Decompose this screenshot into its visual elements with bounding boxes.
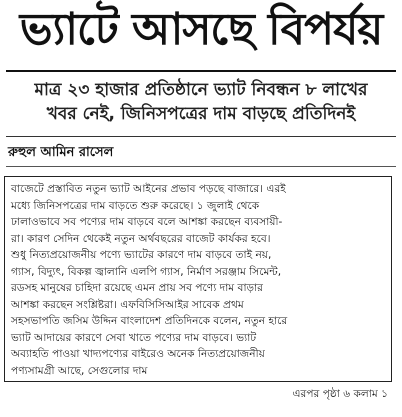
article-body-box [4,176,392,382]
body-line: ভ্যাট আদায়ের কারণে সেবা খাতে পণ্যের দাম বাড়বে। ভ্যাট [11,331,257,344]
body-line: আশঙ্কা করছেন সংশ্লিষ্টরা। এফবিসিসিআইর সাবেক প্রথম [11,298,244,311]
subheadline [10,78,392,126]
subheadline-line-2: খবর নেই, জিনিসপত্রের দাম বাড়ছে প্রতিদিনই [46,104,356,124]
headline: ভ্যাটে আসছে বিপর্যয় [19,4,383,55]
headline-divider [6,70,396,72]
body-line: শুধু নিত্যপ্রয়োজনীয় পণ্যে ভ্যাটের কারণে দাম বাড়বে তাই নয়, [11,249,272,261]
body-line: পণ্যসামগ্রী আছে, সেগুলোর দাম [11,364,148,377]
body-line: গ্যাস, বিদ্যুৎ, বিকল্প জ্বালানি এলপি গ্যাস, নির্মাণ সরঞ্জাম সিমেন্ট, [11,265,282,278]
continuation-note: এরপর পৃষ্ঠা ৬ কলাম ১ [292,388,388,400]
byline-divider [6,166,396,167]
body-line: অব্যাহতি পাওয়া খাদ্যপণ্যের বাইরেও অনেক নিত্যপ্রয়োজনীয় [11,348,265,360]
subheadline-line-1: মাত্র ২৩ হাজার প্রতিষ্ঠানে ভ্যাট নিবন্ধন ৮ লাখের [34,80,368,100]
body-line: রডসহ মানুষের চাহিদা রয়েছে এমন প্রায় সব পণ্যে দাম বাড়ার [11,282,263,294]
body-line: ঢালাওভাবে সব পণ্যের দাম বাড়বে বলে আশঙ্কা করছেন ব্যবসায়ী- [11,216,283,228]
body-line: বাজেটে প্রস্তাবিত নতুন ভ্যাট আইনের প্রভাব পড়ছে বাজারে। এরই [11,183,286,195]
byline: রুহুল আমিন রাসেল [8,145,114,160]
body-line: মধ্যে জিনিসপত্রের দাম বাড়তে শুরু করেছে। ১ জুলাই থেকে [11,199,260,212]
subheadline-divider [6,136,396,137]
body-line: সহসভাপতি জসিম উদ্দিন বাংলাদেশ প্রতিদিনকে বলেন, নতুন হারে [11,315,288,327]
body-line: রা। কারণ সেদিন থেকেই নতুন অর্থবছরের বাজেট কার্যকর হবে। [11,232,271,245]
